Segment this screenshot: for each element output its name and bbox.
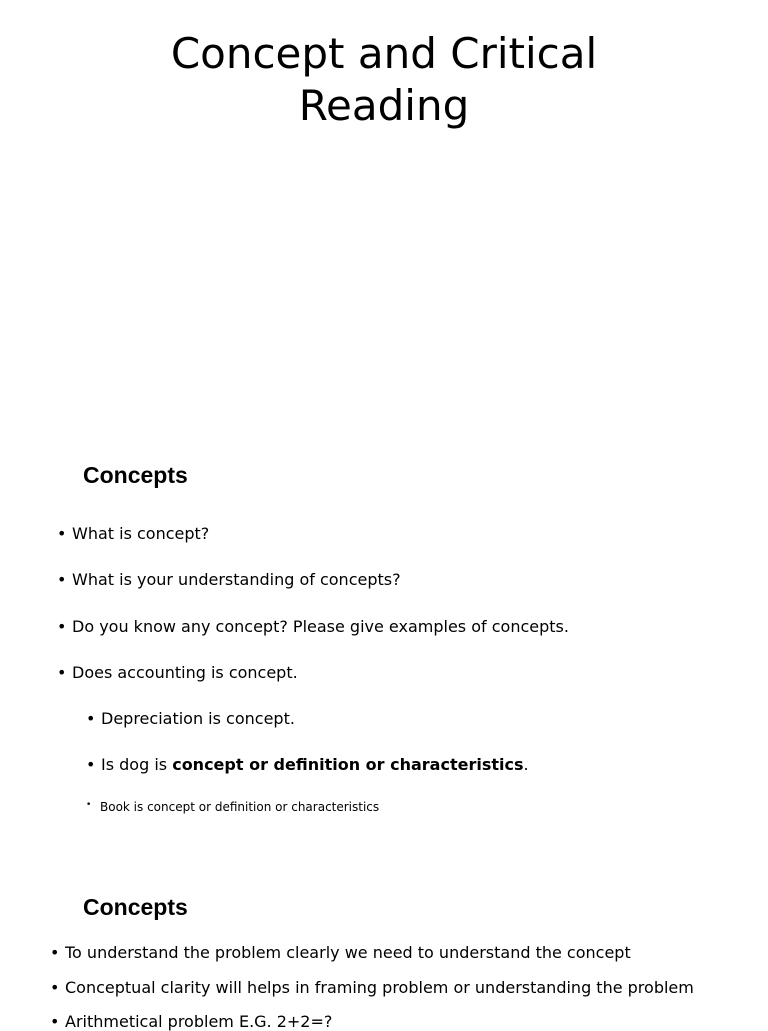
bullet-icon: • bbox=[50, 943, 60, 962]
bullet-icon: • bbox=[86, 755, 96, 774]
list-item bbox=[57, 663, 298, 682]
bullet-icon: • bbox=[86, 709, 96, 728]
bullet-icon: • bbox=[57, 617, 67, 636]
sub-list-item-text-bold: concept or definition or characteristics bbox=[172, 755, 524, 774]
list-item-text: What is your understanding of concepts? bbox=[72, 570, 401, 589]
slide-heading: Concepts bbox=[83, 894, 188, 920]
bullet-icon: • bbox=[57, 524, 67, 543]
bullet-icon: • bbox=[86, 800, 92, 810]
slide-title bbox=[0, 28, 768, 132]
list-item-text: To understand the problem clearly we need to understand the concept bbox=[65, 943, 631, 962]
bullet-icon: • bbox=[50, 1012, 60, 1031]
list-item bbox=[50, 1012, 333, 1031]
sub-list-item-text: Depreciation is concept. bbox=[101, 709, 295, 728]
slide-title-line-1: Concept and Critical bbox=[170, 29, 598, 78]
list-item-text: What is concept? bbox=[72, 524, 210, 543]
list-item-text: Does accounting is concept. bbox=[72, 663, 298, 682]
list-item-text: Do you know any concept? Please give examples of concepts. bbox=[72, 617, 569, 636]
sub-list-item-text: Book is concept or definition or characteristics bbox=[100, 800, 380, 814]
list-item bbox=[57, 570, 401, 589]
slide-heading: Concepts bbox=[83, 462, 188, 488]
list-item-text: Arithmetical problem E.G. 2+2=? bbox=[65, 1012, 333, 1031]
slide-title-line-2: Reading bbox=[298, 81, 470, 130]
list-item bbox=[50, 943, 631, 962]
bullet-icon: • bbox=[57, 663, 67, 682]
list-item-text: Conceptual clarity will helps in framing problem or understanding the problem bbox=[65, 978, 694, 997]
title-slide bbox=[0, 0, 768, 432]
sub-list-item bbox=[86, 755, 529, 774]
sub-list-item-text-suffix: . bbox=[523, 755, 529, 774]
bullet-icon: • bbox=[57, 570, 67, 589]
list-item bbox=[57, 524, 210, 543]
bullet-icon: • bbox=[50, 978, 60, 997]
list-item bbox=[57, 617, 569, 636]
sub-list-item bbox=[86, 709, 295, 728]
list-item bbox=[50, 978, 694, 997]
concepts-slide-2 bbox=[0, 862, 768, 1031]
sub-list-item bbox=[86, 800, 380, 814]
concepts-slide-1 bbox=[0, 432, 768, 862]
sub-list-item-text-prefix: Is dog is bbox=[101, 755, 173, 774]
